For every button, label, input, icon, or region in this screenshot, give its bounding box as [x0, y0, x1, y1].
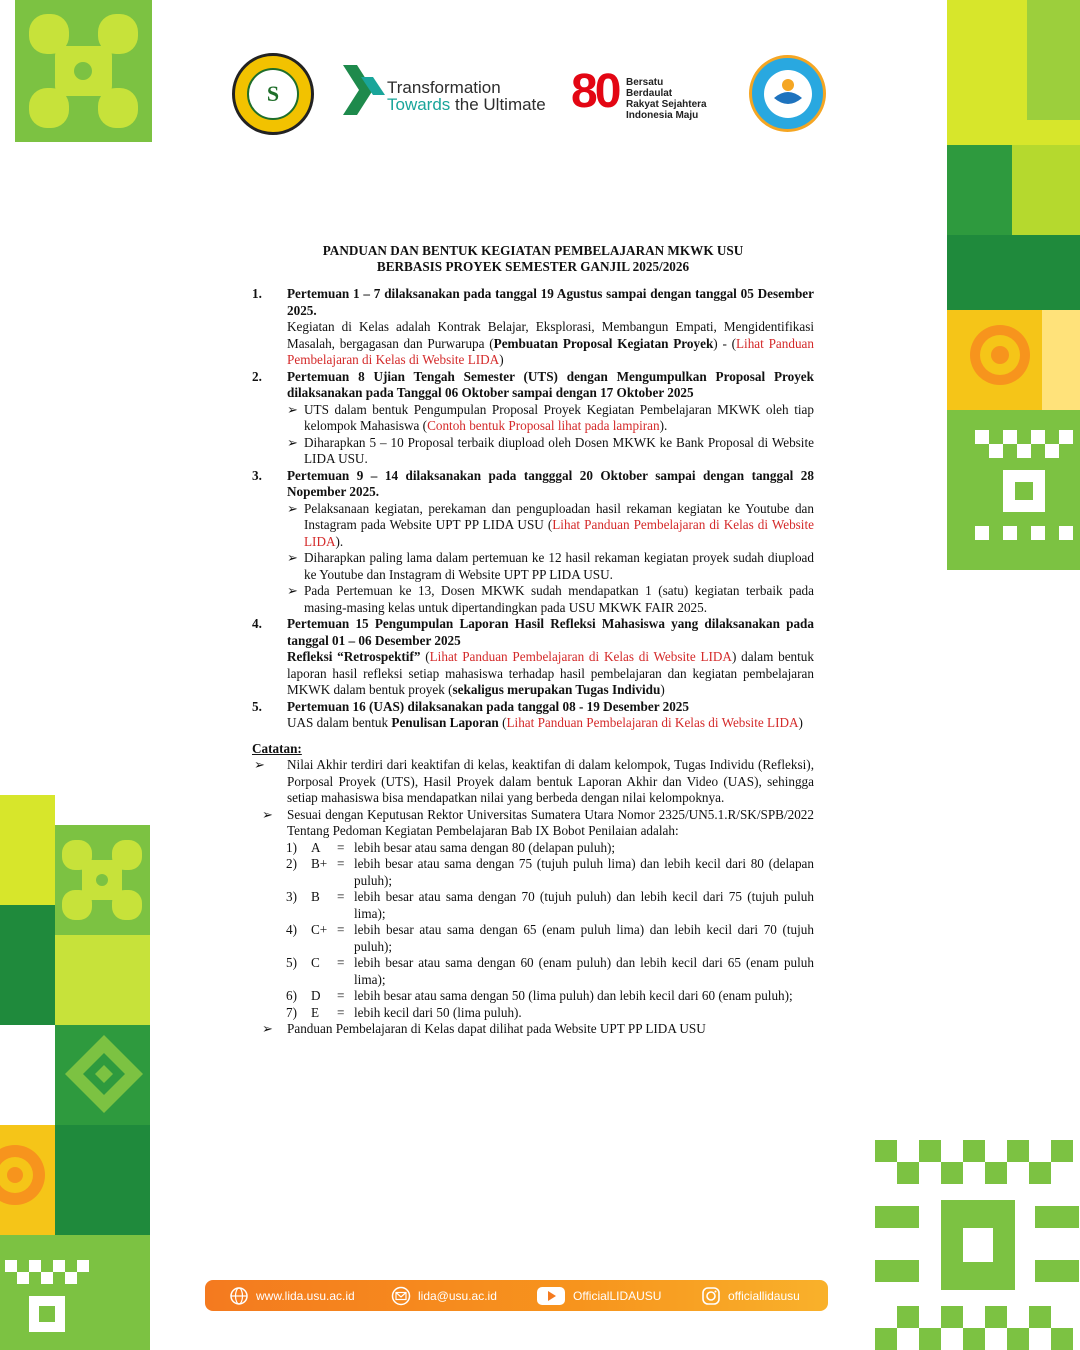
list-item: [252, 699, 814, 732]
footer-email[interactable]: [391, 1280, 497, 1311]
proposal-example-link[interactable]: Contoh bentuk Proposal lihat pada lampiran: [427, 418, 660, 433]
transformation-logo: [343, 65, 546, 120]
transformation-line2: [387, 95, 546, 115]
item-heading: Pertemuan 8 Ujian Tengah Semester (UTS) dengan Mengumpulkan Proposal Proyek dilaksanakan pada Tanggal 06 Oktober sampai dengan 17 Oktober 2025: [287, 368, 814, 400]
item-heading: Pertemuan 9 – 14 dilaksanakan pada tangggal 20 Oktober sampai dengan tanggal 28 Nopember 2025.: [287, 467, 814, 499]
grade-description: lebih besar atau sama dengan 75 (tujuh puluh lima) dan lebih kecil dari 80 (delapan puluh);: [354, 856, 814, 888]
grade-number: 6): [286, 988, 297, 1003]
sub-point: ➢ Pelaksanaan kegiatan, perekaman dan penguploadan hasil rekaman kegiatan ke Youtube dan Instagram pada Website UPT PP LIDA USU (Lihat Panduan Pembelajaran di Kelas di Website LIDA).: [287, 500, 814, 549]
grade-number: 3): [286, 889, 297, 904]
weave-pattern-icon: [975, 430, 1075, 550]
grade-description: lebih besar atau sama dengan 60 (enam puluh) dan lebih kecil dari 65 (enam puluh lima);: [354, 955, 814, 987]
document-body: [252, 243, 814, 1038]
list-item: [252, 286, 814, 369]
transformation-mark-icon: [343, 65, 385, 115]
grade-letter: B+: [311, 856, 328, 871]
guide-link[interactable]: Lihat Panduan Pembelajaran di Kelas di Website LIDA: [506, 715, 799, 730]
item-body: Kegiatan di Kelas adalah Kontrak Belajar, Eksplorasi, Membangun Empati, Mengidentifikasi Masalah, bergagasan dan Purwarupa (Pembuatan Proposal Kegiatan Proyek) - (Lihat Panduan Pembelajaran di Kelas di Website LIDA): [287, 319, 814, 367]
grade-number: 1): [286, 839, 297, 855]
grade-row: [252, 889, 814, 922]
arrow-bullet-icon: ➢: [254, 757, 266, 772]
anniversary-line1: Bersatu Berdaulat: [626, 77, 673, 99]
footer-website[interactable]: [229, 1280, 355, 1311]
anniversary-number: 80: [571, 65, 619, 118]
grade-row: [252, 856, 814, 889]
grade-equals: =: [337, 955, 345, 970]
grade-row: [252, 955, 814, 988]
diktisaintek-figure-icon: [770, 76, 806, 112]
grade-row: [252, 922, 814, 955]
document-title: [252, 243, 814, 275]
sun-small-icon: [0, 1140, 50, 1210]
transformation-ultimate: the Ultimate: [450, 95, 546, 114]
note-item: ➢ Nilai Akhir terdiri dari keaktifan di kelas, keaktifan di dalam kelompok, Tugas Individu (Refleksi), Porposal Proyek (UTS), Hasil Proyek dalam bentuk Laporan Akhir dan Video (UAS), sehingga setiap mahasiswa bisa mendapatkan nilai yang berbeda dengan nilai kelompoknya.: [254, 757, 814, 805]
flower-pattern-icon: [15, 0, 152, 142]
item-heading: Pertemuan 1 – 7 dilaksanakan pada tanggal 19 Agustus sampai dengan tanggal 05 Desember 2025.: [287, 286, 814, 318]
guide-link[interactable]: Lihat Panduan Pembelajaran di Kelas di Website LIDA: [304, 517, 814, 549]
anniversary-tagline: [626, 77, 711, 121]
arrow-bullet-icon: ➢: [287, 434, 299, 450]
decor-top-left: [15, 0, 152, 142]
grade-description: lebih besar atau sama dengan 65 (enam puluh lima) dan lebih kecil dari 70 (tujuh puluh);: [354, 922, 814, 954]
diamond-pattern-icon: [65, 1035, 143, 1113]
diktisaintek-emblem: [764, 70, 812, 118]
grade-equals: =: [337, 922, 345, 937]
grade-description: lebih besar atau sama dengan 50 (lima puluh) dan lebih kecil dari 60 (enam puluh);: [354, 988, 793, 1003]
item-number: 1.: [252, 286, 262, 301]
grade-equals: =: [337, 856, 345, 871]
arrow-bullet-icon: ➢: [287, 583, 299, 598]
title-line2: BERBASIS PROYEK SEMESTER GANJIL 2025/2026: [376, 259, 690, 274]
grade-number: 2): [286, 856, 297, 871]
grade-description: lebih kecil dari 50 (lima puluh).: [354, 1004, 522, 1020]
decor-top-right: [947, 0, 1080, 570]
item-number: 3.: [252, 467, 262, 483]
notes-title: Catatan:: [252, 740, 302, 756]
list-item: [252, 468, 814, 617]
sub-point: ➢ Pada Pertemuan ke 13, Dosen MKWK sudah mendapatkan 1 (satu) kegiatan terbaik pada masing-masing kelas untuk dipertandingkan pada USU MKWK FAIR 2025.: [287, 583, 814, 615]
item-number: 5.: [252, 698, 262, 714]
grade-letter: E: [311, 1004, 320, 1020]
footer-youtube[interactable]: [536, 1280, 661, 1311]
grade-list: [252, 840, 814, 1022]
decor-bottom-right: [875, 1140, 1080, 1350]
instagram-icon: [701, 1286, 721, 1306]
footer-bar: [205, 1280, 828, 1311]
youtube-icon: [536, 1286, 566, 1306]
grade-row: [252, 1005, 814, 1022]
diktisaintek-logo: [749, 55, 826, 132]
grade-equals: =: [337, 988, 345, 1003]
anniversary-line2: Rakyat Sejahtera: [626, 99, 707, 110]
website-text: www.lida.usu.ac.id: [256, 1288, 355, 1303]
grade-letter: A: [311, 839, 321, 855]
grade-description: lebih besar atau sama dengan 70 (tujuh puluh) dan lebih kecil dari 75 (tujuh puluh lima);: [354, 889, 814, 921]
grade-letter: C: [311, 955, 320, 970]
grade-equals: =: [337, 839, 345, 855]
transformation-towards: Towards: [387, 95, 451, 114]
weave-large-icon: [875, 1140, 1080, 1350]
sub-point: ➢ UTS dalam bentuk Pengumpulan Proposal Proyek Kegiatan Pembelajaran MKWK oleh tiap kelompok Mahasiswa (Contoh bentuk Proposal lihat pada lampiran).: [287, 401, 814, 433]
flower-small-icon: [62, 840, 142, 920]
grade-letter: B: [311, 889, 320, 904]
footer-instagram[interactable]: [701, 1280, 800, 1311]
sub-point: ➢ Diharapkan 5 – 10 Proposal terbaik diupload oleh Dosen MKWK ke Bank Proposal di Website LIDA USU.: [287, 434, 814, 466]
item-body: UAS dalam bentuk Penulisan Laporan (Lihat Panduan Pembelajaran di Kelas di Website LIDA): [287, 715, 803, 730]
instagram-text: officiallidausu: [728, 1288, 800, 1303]
grade-number: 4): [286, 922, 297, 937]
list-item: [252, 369, 814, 468]
grade-letter: D: [311, 988, 321, 1003]
anniversary-line3: Indonesia Maju: [626, 110, 699, 121]
item-number: 4.: [252, 616, 262, 631]
item-heading: Pertemuan 16 (UAS) dilaksanakan pada tanggal 08 - 19 Desember 2025: [287, 698, 689, 714]
sub-point: ➢ Diharapkan paling lama dalam pertemuan ke 12 hasil rekaman kegiatan proyek sudah diupload ke Youtube dan Instagram di Website UPT PP LIDA USU.: [287, 550, 814, 582]
arrow-bullet-icon: ➢: [262, 806, 274, 822]
guide-link[interactable]: Lihat Panduan Pembelajaran di Kelas di Website LIDA: [429, 649, 732, 664]
list-item: [252, 616, 814, 699]
grade-equals: =: [337, 1004, 345, 1020]
guide-link[interactable]: Lihat Panduan Pembelajaran di Kelas di Website LIDA: [287, 335, 814, 367]
note-item: ➢ Sesuai dengan Keputusan Rektor Universitas Sumatera Utara Nomor 2325/UN5.1.R/SK/SPB/2022 Tentang Pedoman Kegiatan Pembelajaran Bab IX Bobot Penilaian adalah:: [262, 806, 814, 838]
youtube-text: OfficialLIDAUSU: [573, 1288, 662, 1303]
email-text: lida@usu.ac.id: [418, 1288, 497, 1303]
weave-small-icon: [5, 1260, 145, 1345]
grade-row: [252, 840, 814, 857]
item-body: Refleksi “Retrospektif” (Lihat Panduan Pembelajaran di Kelas di Website LIDA) dalam bentuk laporan hasil refleksi setiap mahasiswa terhadap hasil pembelajaran dan kegiatan pembelajaran MKWK dalam bentuk proyek (sekaligus merupakan Tugas Individu): [287, 649, 814, 697]
usu-logo: [232, 53, 314, 135]
grade-description: lebih besar atau sama dengan 80 (delapan puluh);: [354, 839, 616, 855]
transformation-line1: Transformation: [387, 78, 501, 97]
arrow-bullet-icon: ➢: [262, 1021, 274, 1036]
arrow-bullet-icon: ➢: [287, 401, 299, 417]
usu-logo-initial: S: [247, 68, 299, 120]
grade-letter: C+: [311, 922, 328, 937]
arrow-bullet-icon: ➢: [287, 550, 299, 565]
grade-number: 7): [286, 1004, 297, 1020]
note-item: ➢ Panduan Pembelajaran di Kelas dapat dilihat pada Website UPT PP LIDA USU: [262, 1021, 706, 1036]
title-line1: PANDUAN DAN BENTUK KEGIATAN PEMBELAJARAN MKWK USU: [322, 243, 744, 258]
decor-bottom-left: [0, 795, 150, 1350]
item-number: 2.: [252, 368, 262, 384]
item-heading: Pertemuan 15 Pengumpulan Laporan Hasil Refleksi Mahasiswa yang dilaksanakan pada tanggal 01 – 06 Desember 2025: [287, 616, 814, 648]
grade-equals: =: [337, 889, 345, 904]
grade-number: 5): [286, 955, 297, 970]
grade-row: [252, 988, 814, 1005]
ri-80-logo: [571, 65, 711, 121]
sun-icon: [965, 320, 1035, 390]
arrow-bullet-icon: ➢: [287, 500, 299, 516]
mail-icon: [391, 1286, 411, 1306]
globe-icon: [229, 1286, 249, 1306]
